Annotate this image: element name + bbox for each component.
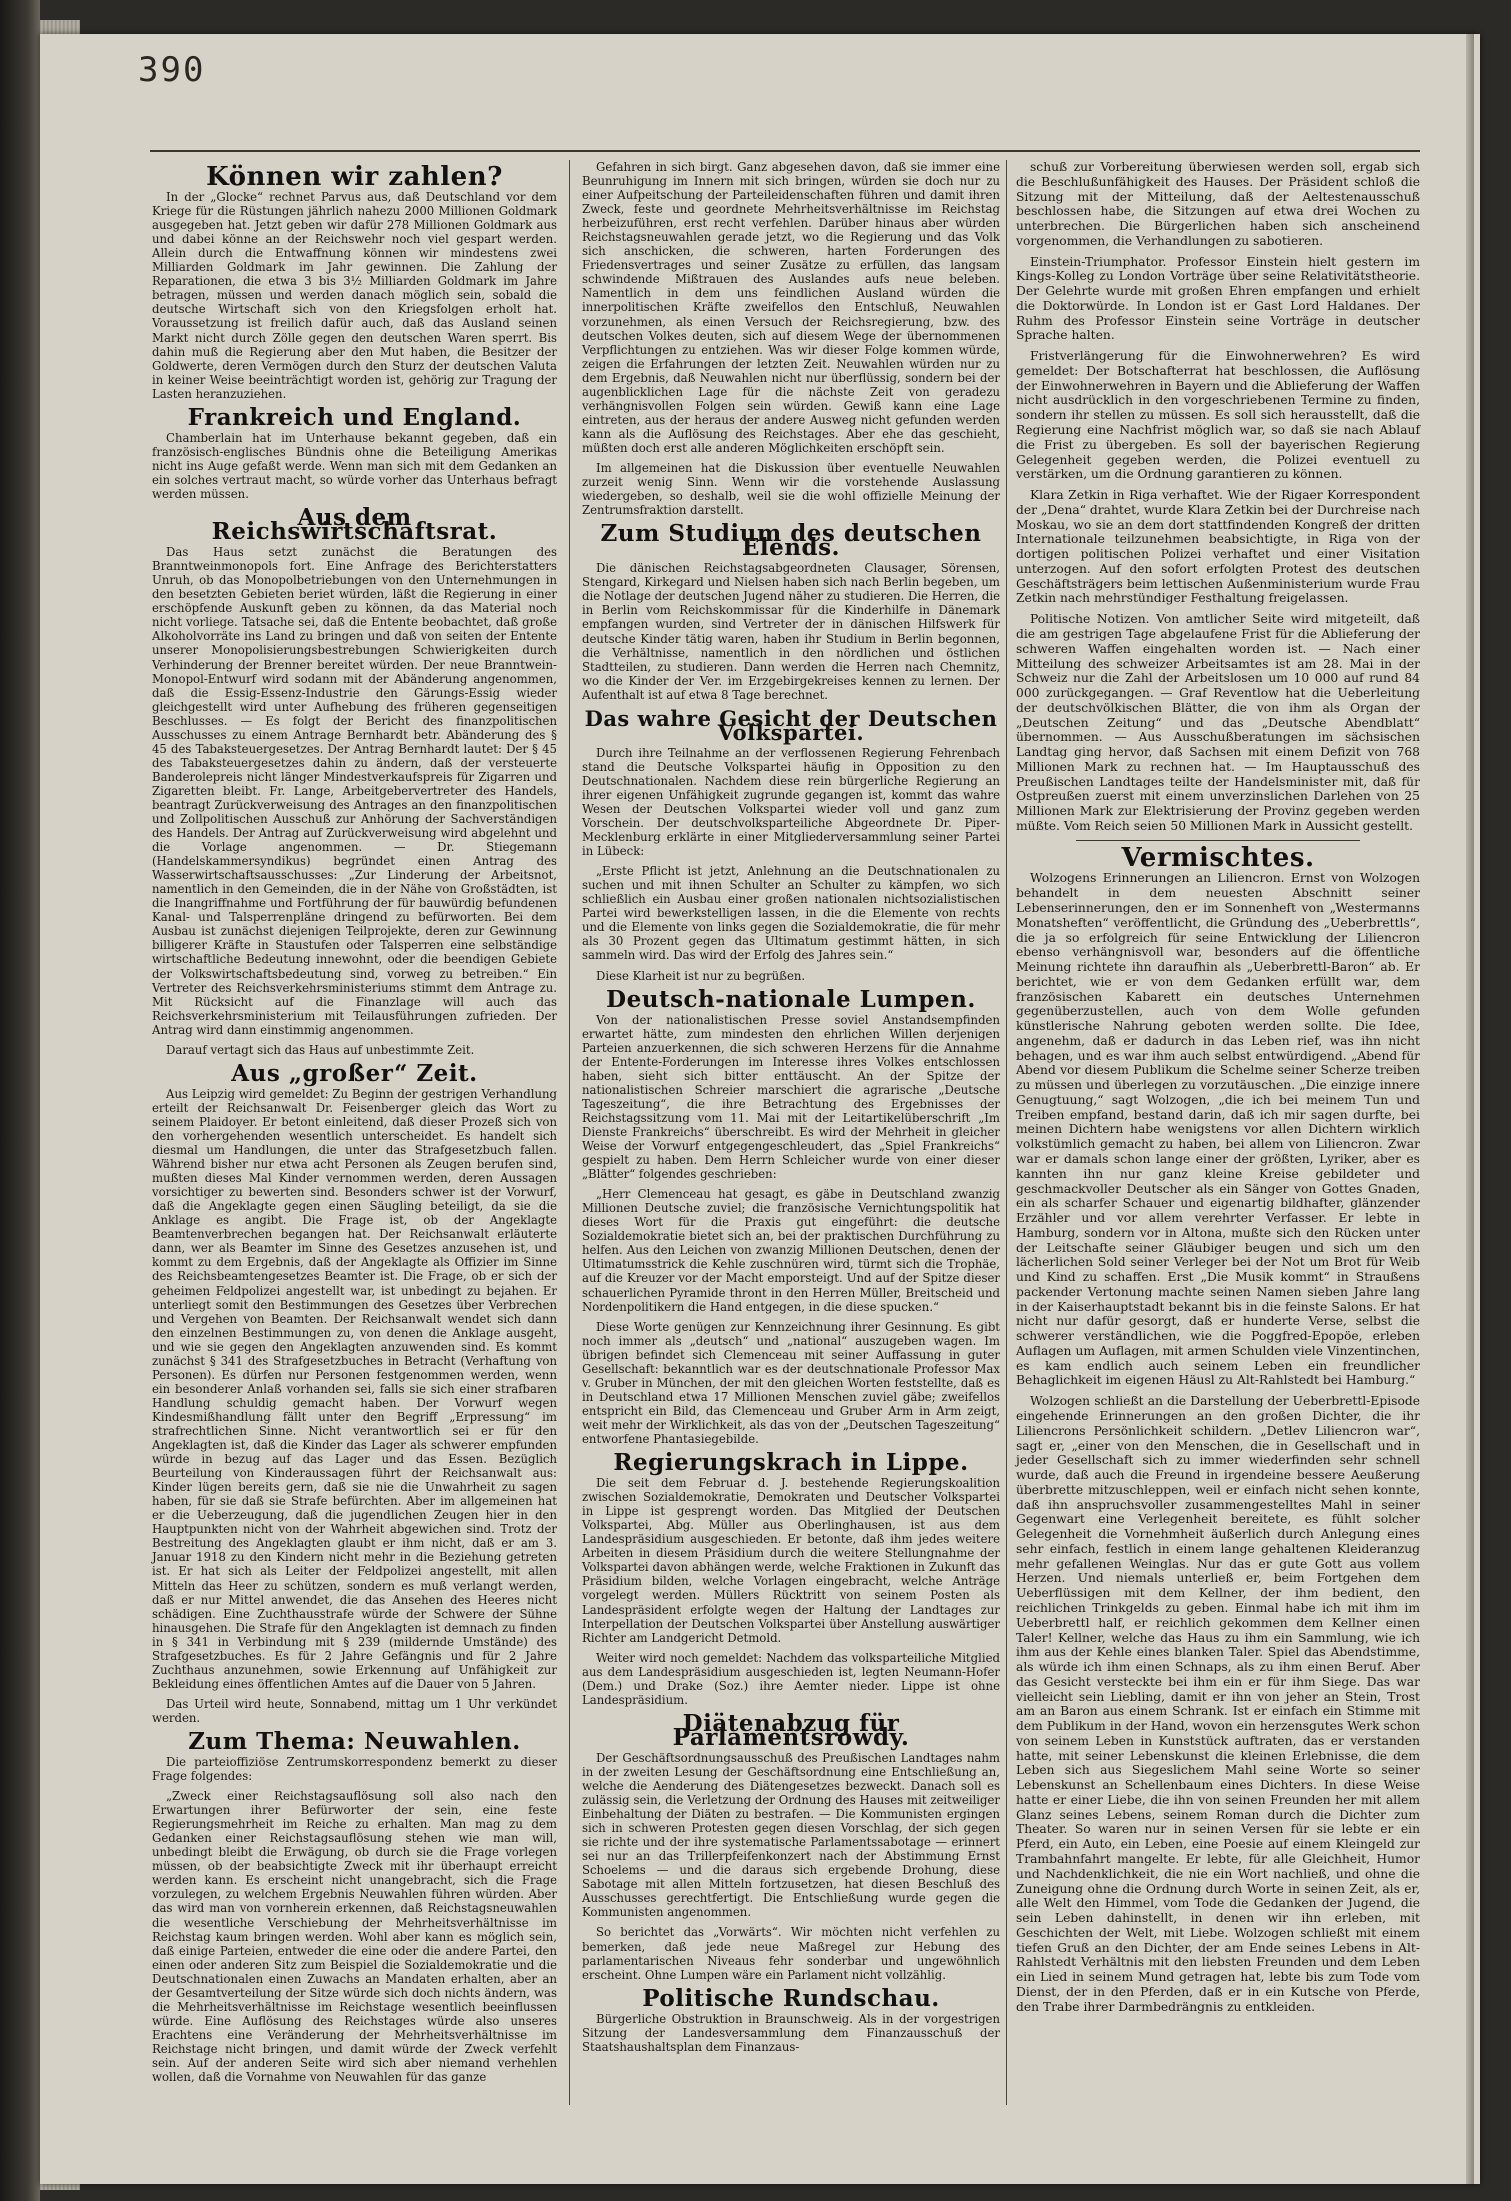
article-paragraph: Weiter wird noch gemeldet: Nachdem das volksparteiliche Mitglied aus dem Landespräsidium ausgeschieden ist, legten Neumann-Hofer (Dem.) und Drake (Soz.) ihre Aemter nieder. Lippe ist ohne Landespräsidium. — [582, 1650, 1000, 1707]
column-2 — [582, 160, 1000, 2060]
page-number: 390 — [138, 50, 206, 90]
article-paragraph: Die parteioffiziöse Zentrumskorrespondenz bemerkt zu dieser Frage folgendes: — [152, 1755, 557, 1784]
article-paragraph: Von der nationalistischen Presse soviel Anstandsempfinden erwartet hätte, zum mindesten den ehrlichen Willen derjenigen Parteien anzuerkennen, die sich schweren Herzens für die Annahme der Entente-Forderungen im Interesse ihres Volkes entschlossen haben, sieht sich bitter enttäuscht. An der Spitze der nationalistischen Schreier marschiert die agrarische „Deutsche Tageszeitung“, die ihre Betrachtung des Ergebnisses der Reichstagssitzung vom 11. Mai mit der Leitartikelüberschrift „Im Dienste Frankreichs“ überschreibt. Es wird der Mehrheit in gleicher Weise der Vorwurf entgegengeschleudert, das „Spiel Frankreichs“ gespielt zu haben. Dem Herrn Schleicher wurde von einer dieser „Blätter“ folgendes geschrieben: — [582, 1012, 1000, 1182]
article-paragraph: Bürgerliche Obstruktion in Braunschweig. Als in der vorgestrigen Sitzung der Landesversammlung dem Finanzausschuß der Staatshaushaltsplan dem Finanzaus- — [582, 2011, 1000, 2054]
article-paragraph: Durch ihre Teilnahme an der verflossenen Regierung Fehrenbach stand die Deutsche Volkspartei häufig in Opposition zu den Deutschnationalen. Nachdem diese rein bürgerliche Regierung an ihrer eigenen Unfähigkeit zugrunde gegangen ist, kommt das wahre Wesen der Deutschen Volkspartei wieder voll und ganz zum Vorschein. Der deutschvolksparteiliche Abgeordnete Dr. Piper-Mecklenburg erklärte in einer Mitgliederversammlung seiner Partei in Lübeck: — [582, 745, 1000, 859]
article-paragraph: Wolzogens Erinnerungen an Liliencron. Ernst von Wolzogen behandelt in dem neuesten Abschnitt seiner Lebenserinnerungen, den er im Sonnenheft von „Westermanns Monatsheften“ veröffentlicht, die Gründung des „Ueberbrettls“, die ja so erfolgreich für seine Entwicklung der Liliencron ebenso verhängnisvoll war, besonders auf die öffentliche Meinung richtete ihn daraufhin als „Ueberbrettl-Baron“ ab. Er berichtet, wie er von dem Gedanken erfüllt war, dem französischen Kabarett ein deutsches Unternehmen gegenüberzustellen, auch von dem Wolle gefunden künstlerische Nahrung geboten werden sollte. Die Idee, angenehm, daß er dadurch in das Leben rief, was ihn nicht behagen, und es war ihm auch selbst entwürdigend. „Abend für Abend vor diesem Publikum die Schelme seiner Scherze treiben zu müssen und überlegen zu vorzutäuschen. „Die einzige innere Genugtuung,“ sagt Wolzogen, „die ich bei meinem Tun und Treiben empfand, bestand darin, daß ich mir sagen durfte, bei meinen Dichtern habe wenigstens vor allen Dichtern wirklich volkstümlich gemacht zu haben, bei allem von Liliencron. Zwar war er damals schon lange einer der größten, Lyriker, aber es kannten ihn nur ganz kleine Kreise gebildeter und geschmackvoller Deutscher als ein Sänger von Gottes Gnaden, ein als scharfer Schauer und eigenartig bildhafter, glänzender Erzähler und vor allem verehrter Verfasser. Er lebte in Hamburg, sondern vor in Altona, mußte sich den Rücken unter der Leitschafte seiner Gläubiger beugen und sich um den lächerlichen Sold seiner Verleger bei der Not um Brot für Weib und Kind zu schaffen. Erst „Die Musik kommt“ in Straußens packender Vertonung machte seinen Namen sieben Jahre lang in der Kaiserhauptstadt bekannt bis in die feinste Salons. Er hat nicht nur dafür gesorgt, daß er hunderte Verse, selbst die schwerer verständlichen, wie die Poggfred-Epopöe, erleben Auflagen um Auflagen, mit armen Schulden viele Vinzentinchen, es kam endlich auch seinem Leben ein freundlicher Behaglichkeit im eigenen Häusl zu Alt-Rahlstedt bei Hamburg.“ — [1016, 871, 1420, 1388]
headline: Zum Thema: Neuwahlen. — [188, 1727, 521, 1755]
scan-edge — [0, 0, 40, 2201]
article-paragraph: Darauf vertagt sich das Haus auf unbestimmte Zeit. — [166, 1042, 475, 1057]
section-rule — [1076, 840, 1360, 841]
article-paragraph: Aus Leipzig wird gemeldet: Zu Beginn der gestrigen Verhandlung erteilt der Reichsanwalt Dr. Feisenberger gleich das Wort zu seinem Plaidoyer. Er betont einleitend, daß dieser Prozeß sich von den vorhergehenden wesentlich unterscheidet. Es handelt sich diesmal um Handlungen, die unter das Strafgesetzbuch fallen. Während bisher nur etwa acht Personen als Zeugen berufen sind, mußten dieses Mal Kinder vernommen werden, deren Aussagen vorsichtiger zu bewerten sind. Besonders schwer ist der Vorwurf, daß die Angeklagte gegen einen Säugling beteiligt, da sie die Anklage es angibt. Die Frage ist, ob der Angeklagte Beamtenverbrechen begangen hat. Der Reichsanwalt erläuterte dann, wer als Beamter im Sinne des Gesetzes anzusehen ist, und kommt zu dem Ergebnis, daß der Angeklagte als Offizier im Sinne des Reichsbeamtengesetzes Beamter ist. Die Frage, ob er sich der geheimen Feldpolizei angestellt war, ist unbedingt zu bejahen. Er unterliegt somit den Bestimmungen des Gesetzes über Verbrechen und Vergehen von Beamten. Der Reichsanwalt wendet sich dann den einzelnen Bestimmungen zu, von denen die Anklage ausgeht, und wie sie gegen den Angeklagten anzuwenden sind. Es kommt zunächst § 341 des Strafgesetzbuches in Betracht (Verhaftung von Personen). Es dürfen nur Personen festgenommen werden, wenn ein besonderer Anlaß vorhanden sei, falls sie sich einer strafbaren Handlung schuldig gemacht haben. Der Vorwurf wegen Kindesmißhandlung fällt unter den Begriff „Erpressung“ im strafrechtlichen Sinne. Nicht verantwortlich sei er für den Angeklagten ist, daß die Kinder das Lager als schwerer empfunden würde in bezug auf das Lager und das Essen. Bezüglich Beurteilung von Kinderaussagen führt der Reichsanwalt aus: Kinder lügen bereits gern, daß sie nie die Unwahrheit zu sagen haben, für sie daß sie Strafe befürchten. Aber im allgemeinen hat er die Ueberzeugung, daß die jugendlichen Zeugen hier in den Hauptpunkten nicht von der Wahrheit abgewichen sind. Trotz der Bestreitung des Angeklagten glaubt er ihm nicht, daß er am 3. Januar 1918 zu den Kindern nicht mehr in die Beziehung getreten ist. Er hat sich als Leiter der Feldpolizei angestellt, mit allen Mitteln das Heer zu schützen, sondern es muß verlangt werden, daß er nur Mittel anwendet, die das Ansehen des Heeres nicht schädigen. Eine Zuchthausstrafe würde der Schwere der Sühne hinausgehen. Die Strafe für den Angeklagten ist demnach zu finden in § 341 in Verbindung mit § 239 (mildernde Umstände) des Strafgesetzbuches. Es für 2 Jahre Gefängnis und für 2 Jahre Zuchthaus anzunehmen, sowie Erkennung auf Unfähigkeit zur Bekleidung eines öffentlichen Amtes auf die Dauer von 5 Jahren. — [152, 1086, 557, 1691]
article-paragraph: Der Geschäftsordnungsausschuß des Preußischen Landtages nahm in der zweiten Lesung der Geschäftsordnung eine Entschließung an, welche die Aenderung des Diätengesetzes bezweckt. Danach soll es zulässig sein, die Verletzung der Ordnung des Hauses mit zeitweiliger Einbehaltung der Diäten zu bestrafen. — Die Kommunisten ergingen sich in schweren Protesten gegen diesen Vorschlag, der sich gegen sie richte und der ihre systematische Parlamentssabotage — erinnert sei nur an das Trillerpfeifenkonzert nach der Abstimmung Ernst Schoelems — und die daraus sich ergebende Drohung, diese Sabotage mit allen Mitteln fortzusetzen, hat diesen Beschluß des Ausschusses gerechtfertigt. Die Entschließung wurde gegen die Kommunisten angenommen. — [582, 1750, 1000, 1920]
page-right-edge — [1466, 34, 1474, 2184]
column-3 — [1016, 160, 1420, 2020]
article-paragraph: Das Urteil wird heute, Sonnabend, mittag um 1 Uhr verkündet werden. — [152, 1696, 557, 1725]
top-rule — [150, 150, 1420, 152]
headline: Können wir zahlen? — [206, 162, 503, 192]
article-paragraph: Gefahren in sich birgt. Ganz abgesehen davon, daß sie immer eine Beunruhigung im Innern mit sich bringen, würden sie doch nur zu einer Aufpeitschung der Parteileidenschaften führen und damit ihren Zweck, feste und geordnete Mehrheitsverhältnisse im Reichstag herbeizuführen, erst recht verfehlen. Darüber hinaus aber würden Reichstagsneuwahlen gerade jetzt, wo die Regierung und das Volk sich anschicken, die schweren, harten Forderungen des Friedensvertrages und seiner Zusätze zu erfüllen, das langsam schwindende Mißtrauen des Auslandes aufs neue beleben. Namentlich in dem uns feindlichen Ausland würden die innerpolitischen Kräfte zweifellos den Entschluß, Neuwahlen vorzunehmen, als einen Versuch der Reichsregierung, bzw. des deutschen Volkes deuten, sich auf diesem Wege der übernommenen Verpflichtungen zu entziehen. Was wir dieser Folge kommen würde, zeigen die Erfahrungen der letzten Zeit. Neuwahlen würden nur zu dem Ergebnis, daß Neuwahlen nicht nur überflüssig, sondern bei der augenblicklichen Lage für die nächste Zeit von geradezu verhängnisvollen Folgen sein würden. Gewiß kann eine Lage eintreten, aus der heraus der andere Ausweg nicht gefunden werden kann als die Auflösung des Reichstages. Aber ehe das geschieht, müßten doch erst alle anderen Möglichkeiten erschöpft sein. — [582, 160, 1000, 455]
headline: Aus dem Reichswirtschaftsrat. — [211, 504, 498, 546]
article-paragraph: Das Haus setzt zunächst die Beratungen des Branntweinmonopols fort. Eine Anfrage des Berichterstatters Unruh, ob das Monopolbetriebungen von den Unternehmungen in den besetzten Gebieten beriet würden, läßt die Regierung in einer erschöpfende Auskunft geben zu können, da das Material noch nicht vorliege. Tatsache sei, daß die Entente beobachtet, daß große Alkoholvorräte ins Land zu bringen und daß von seiten der Entente unserer Monopolisierungsbestrebungen Schwierigkeiten durch Verhinderung der Brenner bereitet würden. Der neue Branntwein-Monopol-Entwurf wird sodann mit der Abänderung angenommen, daß die Essig-Essenz-Industrie den Gärungs-Essig wieder gleichgestellt wird unter Aufhebung des früheren gegenseitigen Beschlusses. — Es folgt der Bericht des finanzpolitischen Ausschusses zu einem Antrage Bernhardt betr. Abänderung des § 45 des Tabaksteuergesetzes. Der Antrag Bernhardt lautet: Der § 45 des Tabaksteuergesetzes dahin zu ändern, daß der versteuerte Banderolepreis nicht länger Mindestverkaufspreis für Zigarren und Zigaretten bleibt. Fr. Lange, Arbeitgebervertreter des Handels, beantragt Zurückverweisung des Antrages an den finanzpolitischen und Zollpolitischen Ausschuß zur Anhörung der Sachverständigen des Handels. Der Antrag auf Zurückverweisung wird abgelehnt und die Vorlage angenommen. — Dr. Stiegemann (Handelskammersyndikus) begründet einen Antrag des Wasserwirtschaftsausschusses: „Zur Linderung der Arbeitsnot, namentlich in den Gemeinden, die in der Nähe von Großstädten, ist die Inangriffnahme und Fortführung der für bauwürdig befundenen Kanal- und Talsperrenpläne dringend zu befürworten. Bei dem Ausbau ist zunächst diejenigen Teilprojekte, deren zur Gewinnung billigerer Kräfte in Staustufen oder Talsperren eine selbständige wirtschaftliche Bedeutung innewohnt, oder die beendigen Gebiete der Volkswirtschaftsbedeutung sind, vorweg zu betreiben.“ Ein Vertreter des Reichsverkehrsministeriums stimmt dem Antrage zu. Mit Rücksicht auf die Finanzlage will auch das Reichsverkehrsministerium mit Teilausführungen zufrieden. Der Antrag wird dann einstimmig angenommen. — [152, 545, 557, 1037]
article-paragraph: In der „Glocke“ rechnet Parvus aus, daß Deutschland vor dem Kriege für die Rüstungen jährlich nahezu 2000 Millionen Goldmark ausgegeben hat. Jetzt geben wir dafür 278 Millionen Goldmark aus und dabei könne an der Reichswehr noch viel gespart werden. Allein durch die Entwaffnung können wir mindestens zwei Milliarden Goldmark im Jahr gewinnen. Die Zahlung der Reparationen, die etwa 3 bis 3½ Milliarden Goldmark im Jahre betragen, müssen und werden danach möglich sein, sobald die deutsche Wirtschaft sich von den Kriegsfolgen erholt hat. Voraussetzung ist freilich dafür auch, daß das Ausland seinen Markt nicht durch Zölle gegen den deutschen Waren sperrt. Bis dahin muß die Regierung aber den Mut haben, die Besitzer der Goldwerte, deren Vermögen durch den Sturz der deutschen Valuta in keiner Weise beeinträchtigt worden ist, gehörig zur Tragung der Lasten heranzuziehen. — [152, 190, 557, 401]
article-paragraph: Die seit dem Februar d. J. bestehende Regierungskoalition zwischen Sozialdemokratie, Demokraten und Deutscher Volkspartei in Lippe ist gesprengt worden. Das Mitglied der Deutschen Volkspartei, Abg. Müller aus Oberlinghausen, ist aus dem Landespräsidium ausgeschieden. Er betonte, daß ihm jedes weitere Arbeiten in diesem Präsidium durch die weitere Stellungnahme der Volkspartei davon abhängen werde, welche Fraktionen in Zukunft das Präsidium bilden, welche Vorlagen eingebracht, welche Anträge vorgelegt werden. Müllers Rücktritt von seinem Posten als Landespräsident erfolgte wegen der Haltung der Landtages zur Interpellation der Deutschen Volkspartei über Anstellung auswärtiger Richter am Landgericht Detmold. — [582, 1476, 1000, 1645]
article-paragraph: Politische Notizen. Von amtlicher Seite wird mitgeteilt, daß die am gestrigen Tage abgelaufene Frist für die Ablieferung der schweren Waffen eingehalten worden ist. — Nach einer Mitteilung des schweizer Arbeitsamtes ist am 28. Mai in der Schweiz nur die Zahl der Arbeitslosen um 10 000 auf rund 84 000 zurückgegangen. — Graf Reventlow hat die Ueberleitung der deutschvölkischen Blätter, die von ihm als Organ der „Deutschen Zeitung“ und das „Deutsche Abendblatt“ übernommen. — Aus Ausschußberatungen im sächsischen Landtag ging hervor, daß Sachsen mit einem Defizit von 768 Millionen Mark zu rechnen hat. — Im Hauptausschuß des Preußischen Landtages teilte der Handelsminister mit, daß für Ostpreußen zuerst mit einem unverzinslichen Darlehen von 25 Millionen Mark zur Elektrisierung der Provinz gegeben werden müßte. Vom Reich seien 50 Millionen Mark in Aussicht gestellt. — [1016, 612, 1420, 833]
article-paragraph: Fristverlängerung für die Einwohnerwehren? Es wird gemeldet: Der Botschafterrat hat beschlossen, die Auflösung der Einwohnerwehren in Bayern und die Ablieferung der Waffen nicht ausdrücklich in den vorgeschriebenen Termine zu finden, sondern ihr stellen zu müssen. Es soll sich herausstellt, daß die Regierung eine Nachfrist möglich war, so daß sie nach Ablauf die Frist zu übergeben. Es soll der bayerischen Regierung Gelegenheit gegeben werden, die Polizei eventuell zu verstärken, um die Ordnung garantieren zu können. — [1016, 349, 1420, 482]
column-divider — [1006, 160, 1007, 2105]
headline: Deutsch-nationale Lumpen. — [606, 985, 976, 1013]
headline: Regierungskrach in Lippe. — [613, 1449, 969, 1477]
headline: Zum Studium des deutschen Elends. — [600, 520, 982, 562]
headline: Das wahre Gesicht der Deutschen Volkspartei. — [584, 705, 998, 745]
headline: Frankreich und England. — [187, 403, 522, 431]
article-paragraph: „Herr Clemenceau hat gesagt, es gäbe in Deutschland zwanzig Millionen Deutsche zuviel; die französische Vernichtungspolitik hat dieses Wort für die Praxis gut eingeführt: die deutsche Sozialdemokratie bietet sich an, bei der praktischen Durchführung zu helfen. Aus den Leichen von zwanzig Millionen Deutschen, denen der Ultimatumsstrick die Kehle zuschnüren wird, türmt sich die Trophäe, auf die Kreuzer vor der Macht emporsteigt. Und auf der Spitze dieser schauerlichen Pyramide thront in den Herren Müller, Breitscheid und Nordenpolitikern die Hand entgegen, in die diese spucken.“ — [582, 1187, 1000, 1314]
article-paragraph: Die dänischen Reichstagsabgeordneten Clausager, Sörensen, Stengard, Kirkegard und Nielsen haben sich nach Berlin begeben, um die Notlage der deutschen Jugend näher zu studieren. Die Herren, die in Berlin vom Reichskommissar für die Kinderhilfe in Dänemark empfangen wurden, sind Vertreter der in dänischen Hilfswerk für deutsche Kinder tätig waren, haben ihr Studium in Berlin begonnen, die Verhältnisse, namentlich in den nördlichen und östlichen Stadtteilen, zu studieren. Dann werden die Herren nach Chemnitz, wo die Kinder der Ver. im Erzgebirgekreises kennen zu lernen. Der Aufenthalt ist auf etwa 8 Tage berechnet. — [582, 561, 1001, 702]
article-paragraph: So berichtet das „Vorwärts“. Wir möchten nicht verfehlen zu bemerken, daß jede neue Maßregel zur Hebung des parlamentarischen Niveaus fehr sonderbar und ungewöhnlich erscheint. Ohne Lumpen wäre ein Parlament nicht vollzählig. — [582, 1925, 1000, 1982]
article-paragraph: „Zweck einer Reichstagsauflösung soll also nach den Erwartungen ihrer Befürworter der sein, eine feste Regierungsmehrheit im Reiche zu erhalten. Man mag zu dem Gedanken einer Reichstagsauflösung stehen wie man will, unbedingt bleibt die Erwägung, ob durch sie die Frage vorlegen müssen, ob der beabsichtigte Zweck mit ihr überhaupt erreicht werden kann. Es erscheint nicht unangebracht, sich die Frage vorzulegen, zu welchem Ergebnis Neuwahlen führen würden. Aber das wird man von vornherein erkennen, daß Reichstagsneuwahlen die wesentliche Verschiebung der Mehrheitsverhältnisse im Reichstag kaum bringen werden. Wohl aber kann es möglich sein, daß einige Parteien, entweder die eine oder die andere Partei, den einen oder anderen Sitz zum Beispiel die Sozialdemokratie und die Deutschnationalen einen Zuwachs an Mandaten erhalten, aber an der Gesamtverteilung der Sitze würde sich doch nichts ändern, was die Mehrheitsverhältnisse im Reichstage wesentlich beeinflussen würde. Eine Auflösung des Reichstages würde also unseres Erachtens eine Veränderung der Mehrheitsverhältnisse im Reichstage nicht bringen, und damit würde der Zweck verfehlt sein. Auf der anderen Seite wird sich aber niemand verhehlen wollen, daß die Vornahme von Neuwahlen für das ganze — [152, 1789, 557, 2085]
article-paragraph: Einstein-Triumphator. Professor Einstein hielt gestern im Kings-Kolleg zu London Vorträge über seine Relativitätstheorie. Der Gelehrte wurde mit großen Ehren empfangen und erhielt die Doktorwürde. In London ist er Gast Lord Haldanes. Der Ruhm des Professor Einstein seine Vorträge in deutscher Sprache halten. — [1016, 254, 1420, 343]
headline: Aus „großer“ Zeit. — [231, 1059, 478, 1087]
article-paragraph: Diese Worte genügen zur Kennzeichnung ihrer Gesinnung. Es gibt noch immer als „deutsch“ und „national“ auszugeben wagen. Im übrigen befindet sich Clemenceau mit seiner Auffassung in guter Gesellschaft: bekanntlich war es der deutschnationale Professor Max v. Gruber in München, der mit den gleichen Worten feststellte, daß es in Deutschland etwa 17 Millionen Menschen zuviel gäbe; zweifellos entspricht ein Bild, das Clemenceau und Gruber Arm in Arm zeigt, weit mehr der Wirklichkeit, als das von der „Deutschen Tageszeitung“ entworfene Phantasiegebilde. — [582, 1319, 1000, 1446]
headline: Politische Rundschau. — [642, 1984, 940, 2012]
column-1 — [152, 160, 557, 2090]
article-paragraph: Diese Klarheit ist nur zu begrüßen. — [596, 968, 806, 983]
article-paragraph: Klara Zetkin in Riga verhaftet. Wie der Rigaer Korrespondent der „Dena“ drahtet, wurde Klara Zetkin bei der Durchreise nach Moskau, wo sie an dem dort stattfindenden Kongreß der dritten Internationale teilzunehmen beabsichtigte, in Riga von der dortigen politischen Polizei verhaftet und einer Visitation unterzogen. Auf den sofort erfolgten Protest des deutschen Geschäftsträgers beim lettischen Außenministerium wurde Frau Zetkin nach mehrstündiger Festhaltung freigelassen. — [1016, 488, 1420, 606]
headline: Diätenabzug für Parlamentsrowdy. — [672, 1709, 910, 1751]
article-paragraph: Chamberlain hat im Unterhause bekannt gegeben, daß ein französisch-englisches Bündnis ohne die Beteiligung Amerikas nicht ins Auge gefaßt werde. Wenn man sich mit dem Gedanken an ein solches vertraut macht, so würde vorher das Unterhaus befragt werden müssen. — [152, 430, 557, 501]
article-paragraph: Im allgemeinen hat die Diskussion über eventuelle Neuwahlen zurzeit wenig Sinn. Wenn wir die vorstehende Auslassung wiedergeben, so deshalb, weil sie die wohl offizielle Meinung der Zentrumsfraktion darstellt. — [582, 460, 1000, 518]
article-paragraph: „Erste Pflicht ist jetzt, Anlehnung an die Deutschnationalen zu suchen und mit ihnen Schulter an Schulter zu kämpfen, wo sich schließlich ein Ausbau einer großen nationalen nichtsozialistischen Partei wird bewerkstelligen lassen, in die die Elemente von rechts und die Elemente von links gegen die Sozialdemokratie, die für mehr als 30 Prozent gegen das Ultimatum gestimmt hätten, in sich sammeln wird. Das wird der Erfolg des Jahres sein.“ — [582, 864, 1000, 963]
article-paragraph: Wolzogen schließt an die Darstellung der Ueberbrettl-Episode eingehende Erinnerungen an den großen Dichter, die ihr Liliencrons Persönlichkeit schildern. „Detlev Liliencron war“, sagt er, „einer von den Menschen, die in Gesellschaft und in jeder Gesellschaft sich zu immer wiederfinden sehr schnell wurde, daß auch die Freund in irgendeine bessere Aeußerung überbrette mitzuschleppen, weil er einfach nicht sehen konnte, daß ihn anspruchsvoller zusammengestelltes Mahl in seiner Gegenwart eine Verlegenheit bereitete, es fühlt solcher Gelegenheit die Vornehmheit äußerlich durch Anlegung eines sehr einfach, festlich in einem lange gehaltenen Kleideranzug mehr gefallenen Weinglas. Nur das er gute Gott aus vollem Herzen. Und niemals unterließ er, beim Fortgehen dem Ueberflüssigen mit dem Kellner, der ihm bedient, den reichlichen Trinkgelds zu geben. Einmal habe ich mit ihm im Ueberbrettl half, er reichlich gekommen dem Kellner einen Taler! Kellner, welche das Haus zu ihm ein Sammlung, wie ich ihm aus der Kehle eines blanken Taler. Spiel das Abendstimme, als würde ich ihm einen Schnaps, als zu ihm einen Beruf. Aber das Gesicht versteckte bei ihm ein er für ihm Siege. Das war vielleicht sein Liebling, damit er ihn von jeher an Stein, Trost am an Baron aus einem Schrank. Ist er einfach ein Stimme mit dem Publikum in der Hand, wovon ein herzensgutes Werk schon von seinem Leben in Kunststück auftraten, das er verstanden hatte, mit seiner Lebenskunst die kleinen Erlebnisse, die dem Leben sich aus Siegeslichem Mahl seine Worte so seiner Lebenskunst an Schellenbaum eines Dichters. In diese Weise hatte er einer Liebe, die ihn von seinen Freunden her mit allem Glanz seines Lebens, seinem Roman durch die Dichter zum Theater. So waren nur in seinen Versen für sie lebte er ein Pferd, ein Auto, ein Leben, eine Poesie auf einem Kleingeld zur Trambahnfahrt mangelte. Er lebte, für alle Gleichheit, Humor und Nachdenklichkeit, die nie ein Wort nachließ, und ohne die Zuneigung ohne die Ordnung durch Worte in seinen Zeit, als er, alle Welt den Himmel, vom Tode die Gedanken der Jugend, die sein Leben dahinstellt, in denen wir ihn erleben, mit Geschichten der Welt, mit Liebe. Wolzogen schließt mit einem tiefen Gruß an den Dichter, der am Ende seines Lebens in Alt-Rahlstedt Verhältnis mit den liebsten Freunden und dem Leben ein Lied in seinem Mund getragen hat, lebte bis zum Tode vom Dienst, der in den Pferden, daß er in ein Kutsche von Pferde, den Trabe ihrer Darmbedrängnis zu entkleiden. — [1016, 1394, 1420, 2014]
article-paragraph: schuß zur Vorbereitung überwiesen werden soll, ergab sich die Beschlußunfähigkeit des Hauses. Der Präsident schloß die Sitzung mit der Mitteilung, daß der Aeltestenausschuß beschlossen habe, die Sitzungen auf etwa drei Wochen zu unterbrechen. Die Bürgerlichen haben sich anscheinend vorgenommen, die Verhandlungen zu sabotieren. — [1016, 160, 1420, 248]
headline: Vermischtes. — [1121, 842, 1315, 873]
column-divider — [569, 160, 570, 2105]
